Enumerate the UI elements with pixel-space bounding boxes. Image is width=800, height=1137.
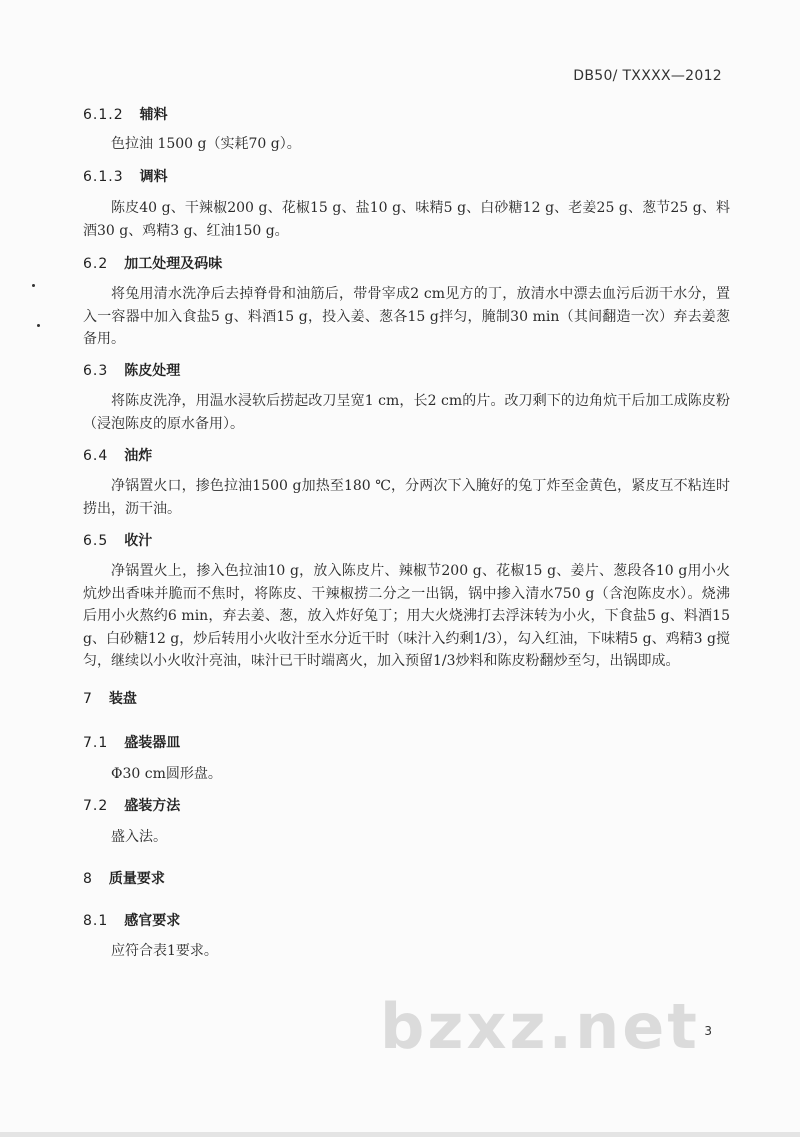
section-number: 6.5 <box>83 533 109 549</box>
section-heading-6-5 <box>83 530 152 550</box>
section-title: 加工处理及码味 <box>124 256 223 272</box>
section-number: 7.2 <box>83 798 109 814</box>
page-bottom-edge <box>0 1132 800 1137</box>
section-number: 8.1 <box>83 913 109 929</box>
section-number: 8 <box>83 871 93 887</box>
section-heading-7 <box>83 688 137 708</box>
section-number: 6.3 <box>83 363 109 379</box>
page-number: 3 <box>704 1024 712 1038</box>
paragraph-6-4: 净锅置火口，掺色拉油1500 g加热至180 ℃，分两次下入腌好的兔丁炸至金黄色，紧皮互不粘连时捞出，沥干油。 <box>83 478 730 517</box>
section-heading-6-2 <box>83 253 222 273</box>
paragraph-6-2: 将兔用清水洗净后去掉脊骨和油筋后，带骨宰成2 cm见方的丁，放清水中漂去血污后沥干水分，置入一容器中加入食盐5 g、料酒15 g，投入姜、葱各15 g拌匀，腌制30 min（其间翻造一次）弃去姜葱备用。 <box>83 286 730 347</box>
document-number: DB50/ TXXXX—2012 <box>573 68 722 84</box>
paragraph-7-2: 盛入法。 <box>111 829 167 845</box>
scan-dot <box>32 284 35 287</box>
section-title: 盛装方法 <box>124 798 181 814</box>
section-title: 油炸 <box>124 448 153 464</box>
paragraph-6-3: 将陈皮洗净，用温水浸软后捞起改刀呈宽1 cm，长2 cm的片。改刀剩下的边角炕干后加工成陈皮粉（浸泡陈皮的原水备用）。 <box>83 393 730 432</box>
section-title: 感官要求 <box>124 913 181 929</box>
section-heading-6-1-2 <box>83 104 168 124</box>
paragraph-6-5: 净锅置火上，掺入色拉油10 g，放入陈皮片、辣椒节200 g、花椒15 g、姜片、葱段各10 g用小火炕炒出香味并脆而不焦时，将陈皮、干辣椒捞二分之一出锅，锅中掺入清水750 g（含泡陈皮水）。烧沸后用小火熬约6 min，弃去姜、葱，放入炸好兔丁；用大火烧沸打去浮沫转为小火，下食盐5 g、料酒15 g、白砂糖12 g，炒后转用小火收汁至水分近干时（味汁入约剩1/3），勾入红油，下味精5 g、鸡精3 g搅匀，继续以小火收汁亮油，味汁已干时端离火，加入预留1/3炒料和陈皮粉翻炒至匀，出锅即成。 <box>83 563 730 669</box>
section-title: 装盘 <box>108 691 137 707</box>
section-heading-7-2 <box>83 795 180 815</box>
section-number: 6.4 <box>83 448 109 464</box>
section-number: 7.1 <box>83 735 109 751</box>
section-heading-7-1 <box>83 732 180 752</box>
section-title: 调料 <box>139 169 168 185</box>
section-heading-6-1-3 <box>83 166 168 186</box>
watermark: bzxz.net <box>380 990 700 1063</box>
paragraph-6-1-2: 色拉油 1500 g（实耗70 g）。 <box>111 136 301 152</box>
section-number: 7 <box>83 691 93 707</box>
section-heading-8-1 <box>83 910 180 930</box>
section-title: 辅料 <box>139 107 168 123</box>
section-title: 陈皮处理 <box>124 363 181 379</box>
section-heading-6-4 <box>83 445 152 465</box>
section-title: 收汁 <box>124 533 153 549</box>
section-heading-6-3 <box>83 360 180 380</box>
section-number: 6.1.3 <box>83 169 124 185</box>
paragraph-6-1-3: 陈皮40 g、干辣椒200 g、花椒15 g、盐10 g、味精5 g、白砂糖12 g、老姜25 g、葱节25 g、料酒30 g、鸡精3 g、红油150 g。 <box>83 200 730 239</box>
section-number: 6.1.2 <box>83 107 124 123</box>
section-title: 盛装器皿 <box>124 735 181 751</box>
paragraph-8-1: 应符合表1要求。 <box>111 943 218 959</box>
section-heading-8 <box>83 868 165 888</box>
paragraph-7-1: Φ30 cm圆形盘。 <box>111 766 222 782</box>
scan-dot <box>37 324 40 327</box>
section-title: 质量要求 <box>108 871 165 887</box>
section-number: 6.2 <box>83 256 109 272</box>
